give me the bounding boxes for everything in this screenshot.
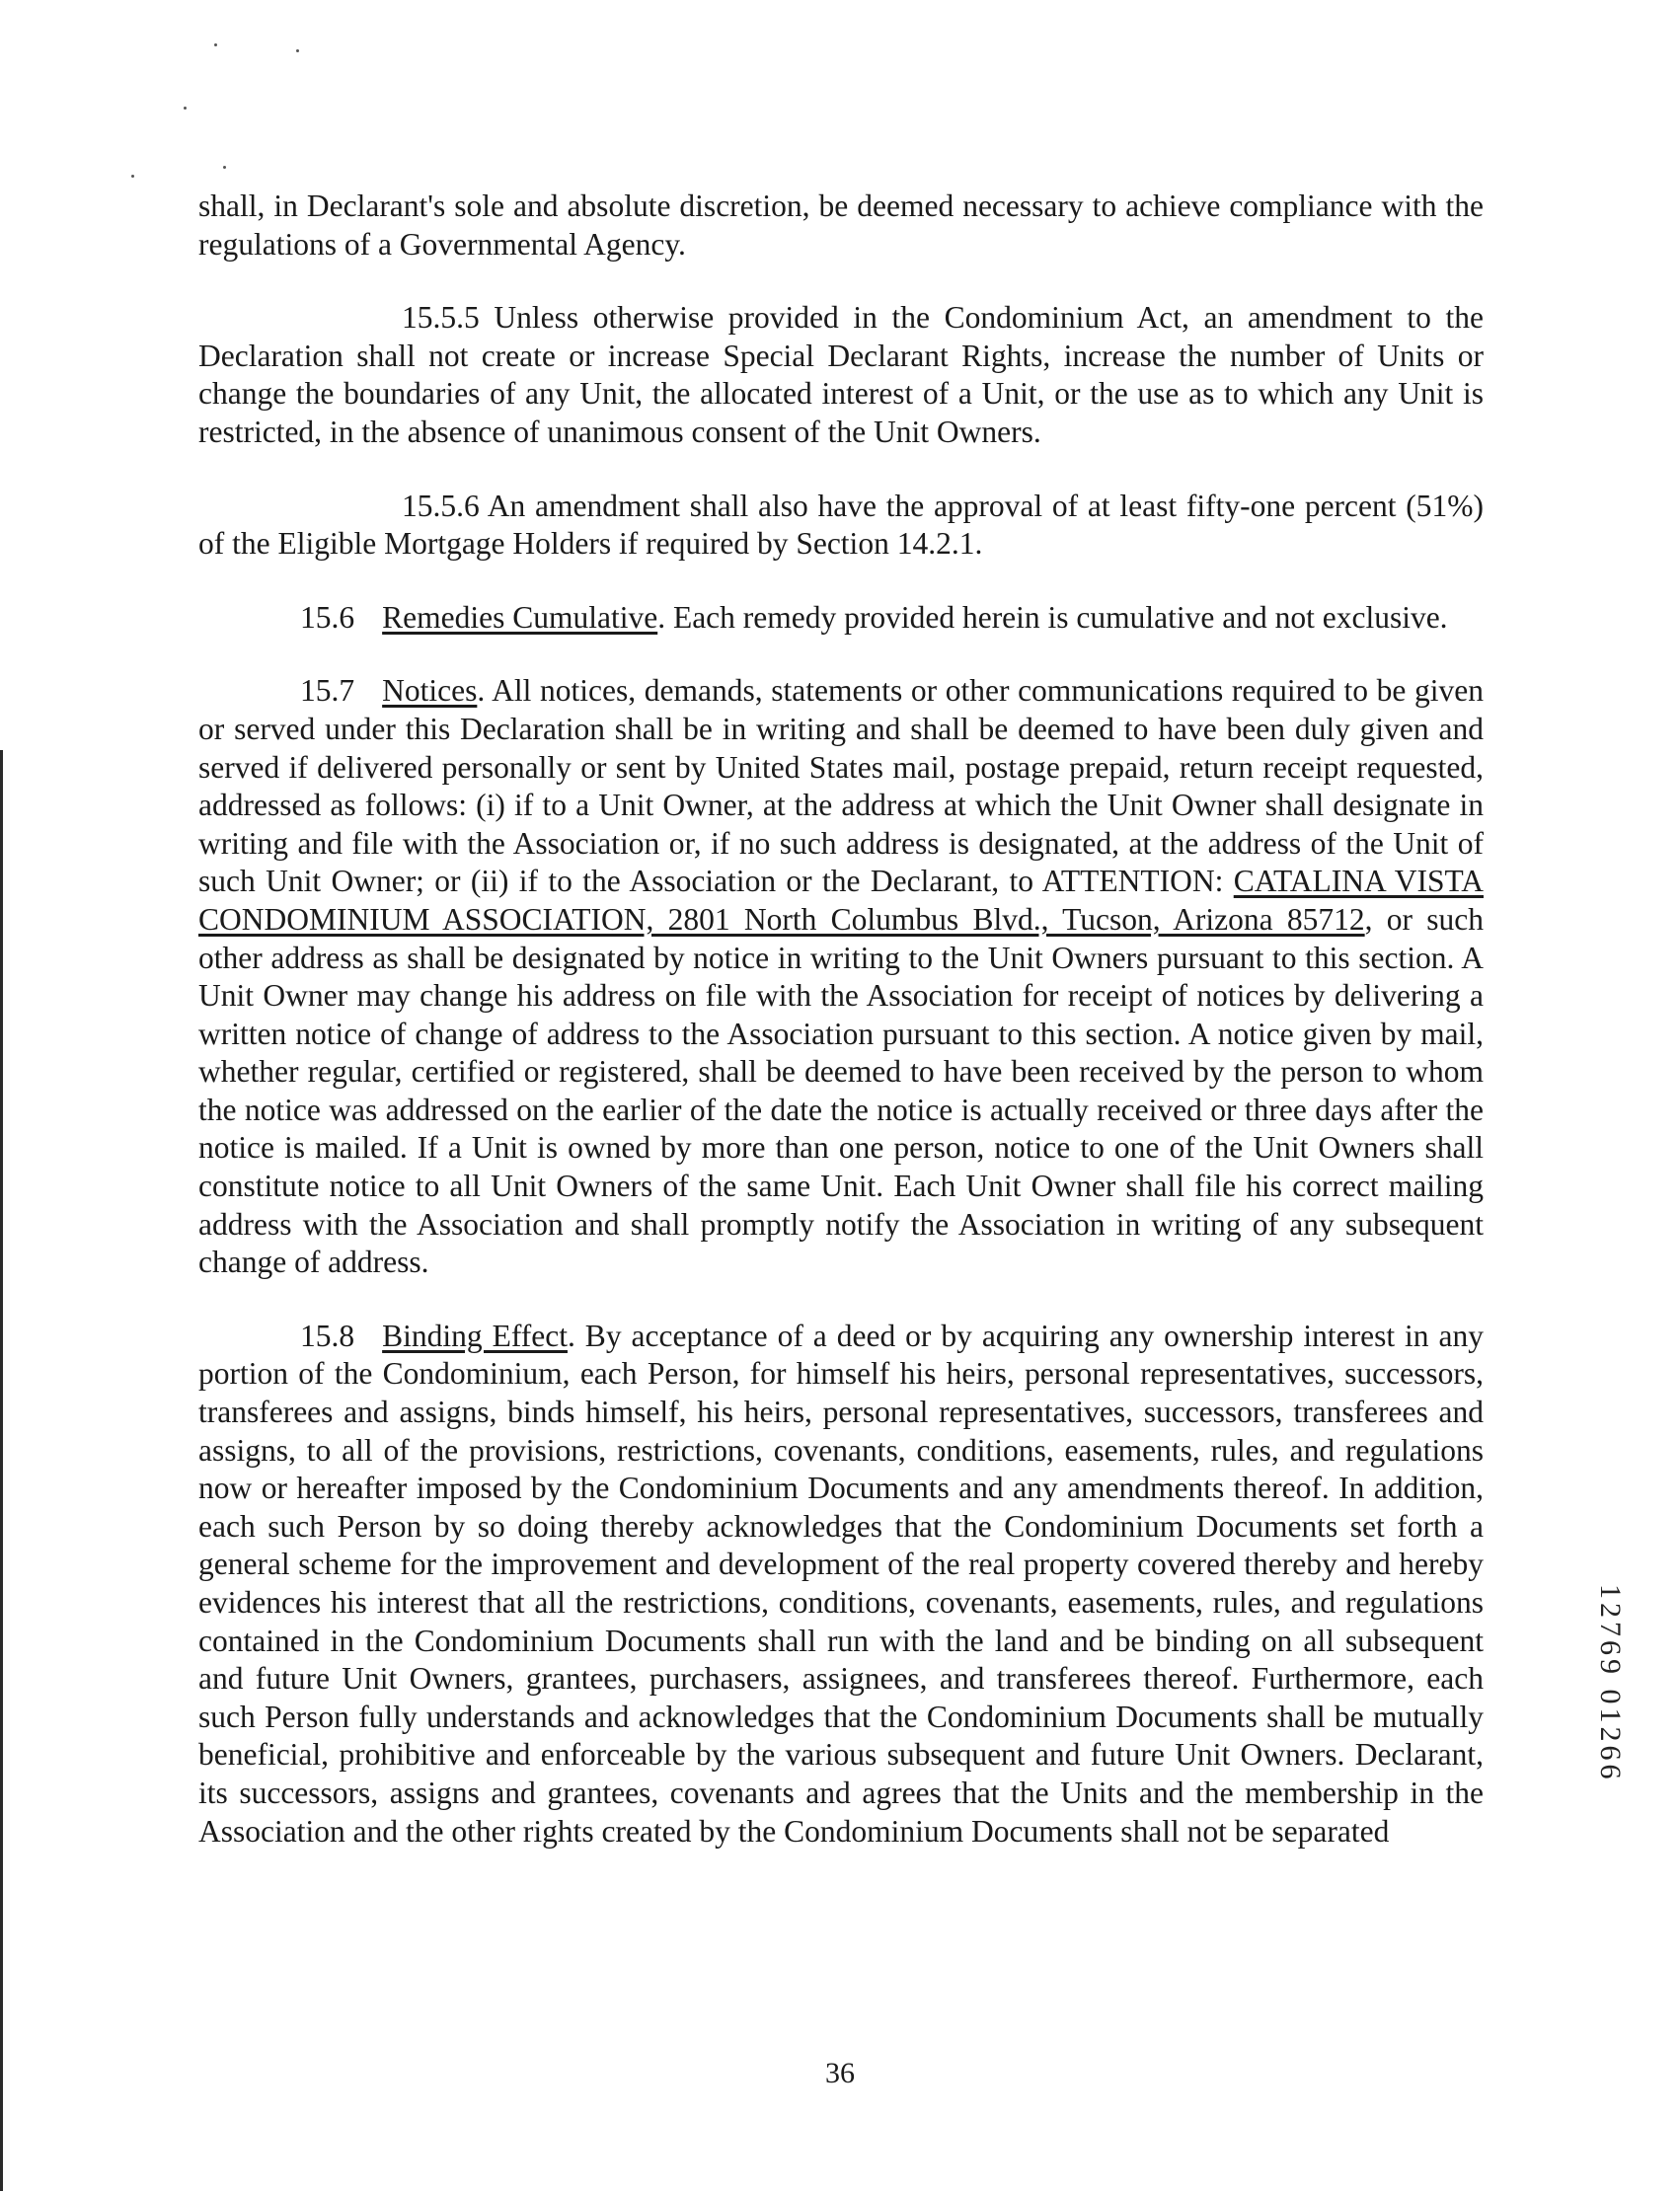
section-number: 15.8 [300, 1318, 355, 1353]
section-text: . All notices, demands, statements or other communications required to be given or served under this Declaration shall be in writing and shall be deemed to have been duly given and served if delivered personally or sent by United States mail, postage prepaid, return receipt requested, addressed as follows: (i) if to a Unit Owner, at the address at which the Unit Owner shall designate in writing and file with the Association or, if no such address is designated, at the address of the Unit of such Unit Owner; or (ii) if to the Association or the Declarant, to ATTENTION: [198, 673, 1484, 899]
section-15-6 [198, 599, 1484, 638]
scan-speck [184, 107, 187, 110]
scan-speck [131, 175, 134, 178]
section-number: 15.7 [300, 673, 355, 709]
scan-speck [214, 43, 217, 46]
paragraph-continuation: shall, in Declarant's sole and absolute discretion, be deemed necessary to achieve compliance with the regulations of a Governmental Agency. [198, 189, 1484, 262]
section-15-8 [198, 1318, 1484, 1851]
recording-stamp: 12769 01266 [1594, 1584, 1627, 1783]
section-text: . Each remedy provided herein is cumulative and not exclusive. [657, 599, 1448, 635]
section-heading: Remedies Cumulative [382, 599, 658, 635]
section-heading: Notices [382, 673, 478, 709]
document-body [198, 188, 1484, 1886]
section-15-7 [198, 672, 1484, 1282]
scan-speck [296, 49, 299, 52]
scan-edge-line [0, 750, 3, 2191]
section-text-continued: , or such other address as shall be designated by notice in writing to the Unit Owners pursuant to this section. A Unit Owner may change his address on file with the Association for receipt of notices by delivering a written notice of change of address to the Association pursuant to this section. A notice given by mail, whether regular, certified or registered, shall be deemed to have been received by the person to whom the notice was addressed on the earlier of the date the notice is actually received or three days after the notice is mailed. If a Unit is owned by more than one person, notice to one of the Unit Owners shall constitute notice to all Unit Owners of the same Unit. Each Unit Owner shall file his correct mailing address with the Association and shall promptly notify the Association in writing of any subsequent change of address. [198, 901, 1484, 1280]
association-address: CATALINA VISTA CONDOMINIUM ASSOCIATION, 2801 North Columbus Blvd., Tucson, Arizona 85712 [198, 864, 1484, 937]
paragraph-15-5-5: 15.5.5 Unless otherwise provided in the Condominium Act, an amendment to the Declaration shall not create or increase Special Declarant Rights, increase the number of Units or change the boundaries of any Unit, the allocated interest of a Unit, or the use as to which any Unit is restricted, in the absence of unanimous consent of the Unit Owners. [198, 300, 1484, 449]
section-heading: Binding Effect [382, 1318, 568, 1353]
scan-speck [223, 166, 226, 169]
page-number: 36 [825, 2057, 855, 2089]
section-text: . By acceptance of a deed or by acquiring any ownership interest in any portion of the Condominium, each Person, for himself his heirs, personal representatives, successors, transferees and assigns, binds himself, his heirs, personal representatives, successors, transferees and assigns, to all of the provisions, restrictions, covenants, conditions, easements, rules, and regulations now or hereafter imposed by the Condominium Documents and any amendments thereof. In addition, each such Person by so doing thereby acknowledges that the Condominium Documents set forth a general scheme for the improvement and development of the real property covered thereby and hereby evidences his interest that all the restrictions, conditions, covenants, easements, rules, and regulations contained in the Condominium Documents shall run with the land and be binding on all subsequent and future Unit Owners, grantees, purchasers, assignees, and transferees thereof. Furthermore, each such Person fully understands and acknowledges that the Condominium Documents shall be mutually beneficial, prohibitive and enforceable by the various subsequent and future Unit Owners. Declarant, its successors, assigns and grantees, covenants and agrees that the Units and the membership in the Association and the other rights created by the Condominium Documents shall not be separated [198, 1318, 1484, 1849]
section-number: 15.6 [300, 599, 355, 635]
paragraph-15-5-6: 15.5.6 An amendment shall also have the approval of at least fifty-one percent (51%) of the Eligible Mortgage Holders if required by Section 14.2.1. [198, 488, 1484, 562]
